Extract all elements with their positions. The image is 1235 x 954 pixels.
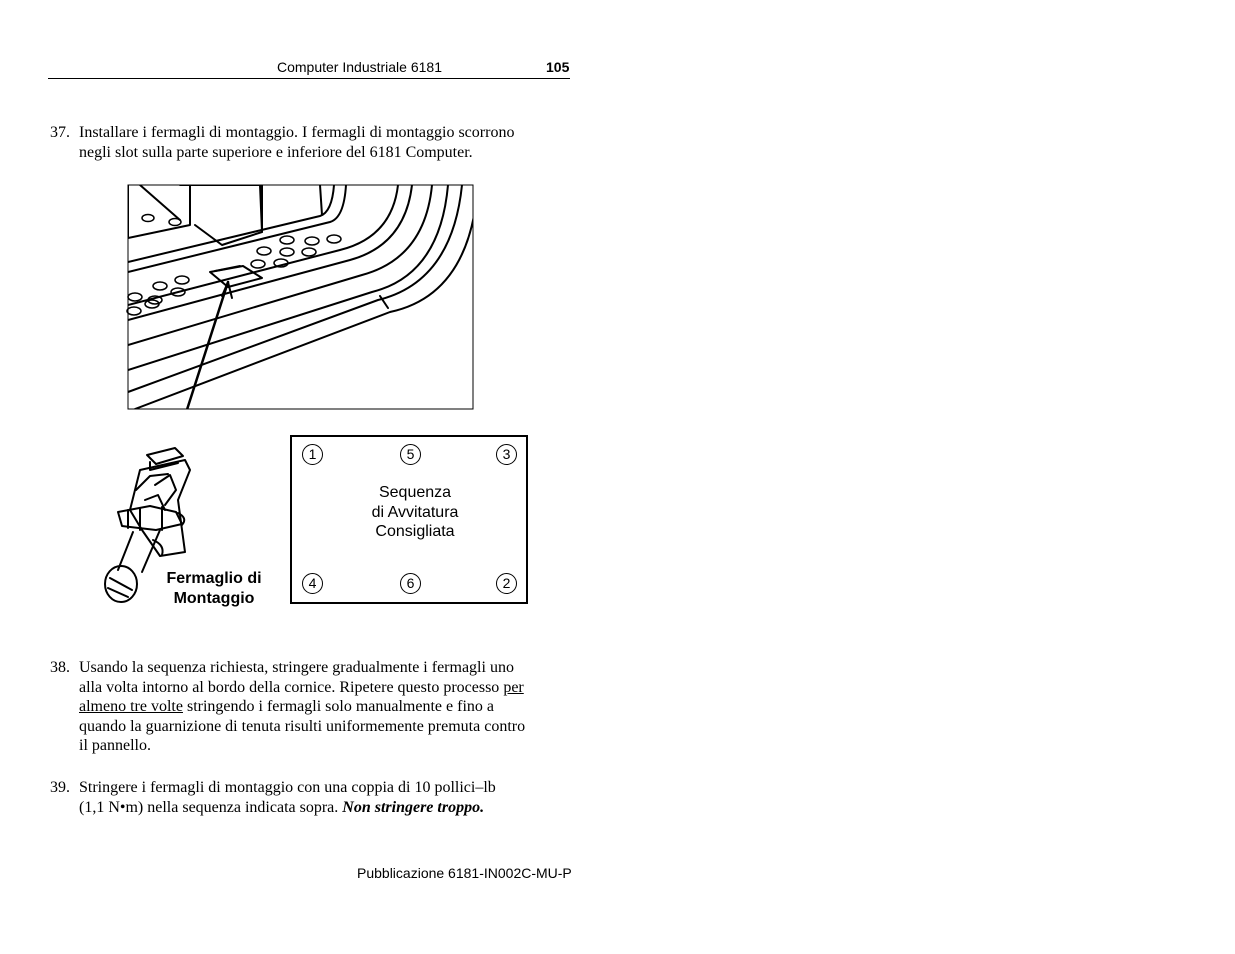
page-number: 105 [546,59,570,75]
caption-line: Consigliata [375,523,455,540]
step-line: Stringere i fermagli di montaggio con una coppia di 10 pollici–lb [79,779,496,796]
label-line: Fermaglio di [166,570,262,587]
step-line: Usando la sequenza richiesta, stringere gradualmente i fermagli uno [79,659,514,676]
sequence-caption [340,483,490,542]
step-39 [50,778,570,817]
step-line [79,678,570,698]
step-38 [50,658,570,756]
mounting-clip-label [158,569,270,609]
sequence-marker-3: 3 [496,444,517,465]
step-text-run: alla volta intorno al bordo della cornice. Ripetere questo processo [79,678,504,696]
caption-line: Sequenza [378,484,452,501]
sequence-marker-6: 6 [400,573,421,594]
step-text [79,658,570,756]
step-text-run: (1,1 N•m) nella sequenza indicata sopra. [79,798,343,816]
step-line [79,697,570,717]
sequence-marker-4: 4 [302,573,323,594]
step-text [79,778,570,817]
step-text-run: stringendo i fermagli solo manualmente e fino a [182,698,494,715]
underlined-emphasis: almeno tre volte [79,698,183,715]
underlined-emphasis: per [503,678,524,696]
label-line: Montaggio [173,590,255,607]
publication-footer: Pubblicazione 6181-IN002C-MU-P [357,865,572,881]
sequence-marker-1: 1 [302,444,323,465]
step-number: 37. [50,124,70,141]
step-line: Installare i fermagli di montaggio. I fermagli di montaggio scorrono [79,124,515,141]
running-header-title: Computer Industriale 6181 [277,59,442,75]
sequence-marker-5: 5 [400,444,421,465]
caption-line: di Avvitatura [371,503,459,521]
step-number: 39. [50,779,70,796]
step-line: negli slot sulla parte superiore e inferiore del 6181 Computer. [79,143,473,161]
step-line: quando la guarnizione di tenuta risulti uniformemente premuta contro [79,717,526,735]
step-number: 38. [50,659,70,676]
step-line: il pannello. [79,737,151,754]
sequence-marker-2: 2 [496,573,517,594]
step-line [79,798,570,818]
warning-emphasis: Non stringere troppo. [342,798,485,816]
